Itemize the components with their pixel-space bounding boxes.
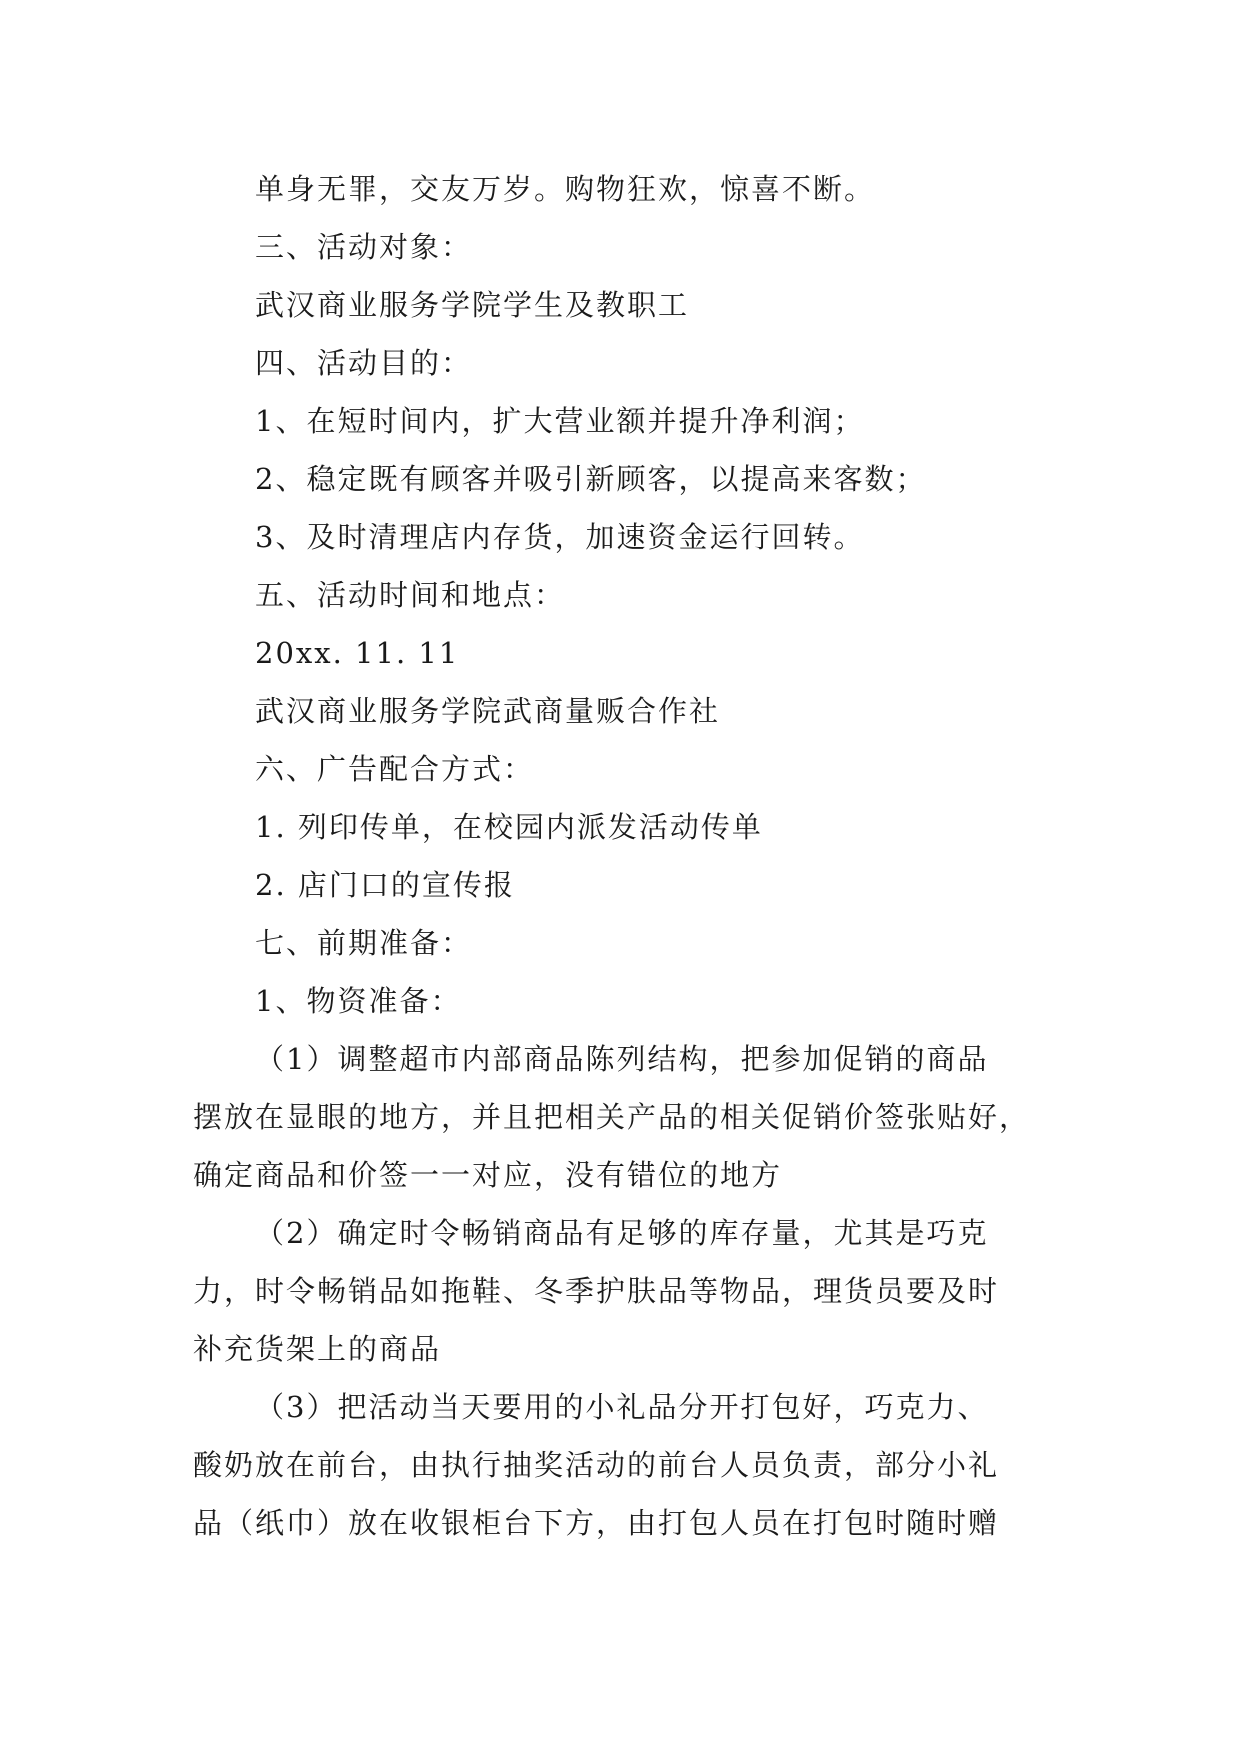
paragraph-inventory-check <box>193 1204 1053 1378</box>
paragraph-display-adjustment <box>193 1030 1053 1204</box>
section-heading-goals: 四、活动目的： <box>255 346 473 380</box>
paragraph-line: （1）调整超市内部商品陈列结构，把参加促销的商品 <box>255 1042 989 1076</box>
paragraph-gift-packing <box>193 1378 1053 1552</box>
audience-text: 武汉商业服务学院学生及教职工 <box>255 288 690 322</box>
slogan-line: 单身无罪，交友万岁。购物狂欢，惊喜不断。 <box>255 172 876 206</box>
paragraph-line: （3）把活动当天要用的小礼品分开打包好，巧克力、 <box>255 1390 989 1424</box>
advertising-item-2: 2. 店门口的宣传报 <box>255 868 515 902</box>
goal-item-1: 1、在短时间内，扩大营业额并提升净利润； <box>255 404 865 438</box>
paragraph-line: 确定商品和价签一一对应，没有错位的地方 <box>193 1158 783 1192</box>
advertising-item-1: 1. 列印传单，在校园内派发活动传单 <box>255 810 763 844</box>
goal-item-3: 3、及时清理店内存货，加速资金运行回转。 <box>255 520 865 554</box>
paragraph-line: 力，时令畅销品如拖鞋、冬季护肤品等物品，理货员要及时 <box>193 1274 1000 1308</box>
paragraph-line: （2）确定时令畅销商品有足够的库存量，尤其是巧克 <box>255 1216 989 1250</box>
section-heading-time-place: 五、活动时间和地点： <box>255 578 566 612</box>
document-body <box>193 160 1053 1552</box>
paragraph-line: 摆放在显眼的地方，并且把相关产品的相关促销价签张贴好， <box>193 1100 1031 1134</box>
paragraph-line: 酸奶放在前台，由执行抽奖活动的前台人员负责，部分小礼 <box>193 1448 1000 1482</box>
paragraph-line: 补充货架上的商品 <box>193 1332 442 1366</box>
paragraph-line: 品（纸巾）放在收银柜台下方，由打包人员在打包时随时赠 <box>193 1506 1000 1540</box>
event-date: 20xx. 11. 11 <box>255 636 460 670</box>
goal-item-2: 2、稳定既有顾客并吸引新顾客，以提高来客数； <box>255 462 927 496</box>
section-heading-audience: 三、活动对象： <box>255 230 473 264</box>
section-heading-advertising: 六、广告配合方式： <box>255 752 535 786</box>
preparation-subheading-materials: 1、物资准备： <box>255 984 462 1018</box>
event-location: 武汉商业服务学院武商量贩合作社 <box>255 694 721 728</box>
section-heading-preparation: 七、前期准备： <box>255 926 473 960</box>
